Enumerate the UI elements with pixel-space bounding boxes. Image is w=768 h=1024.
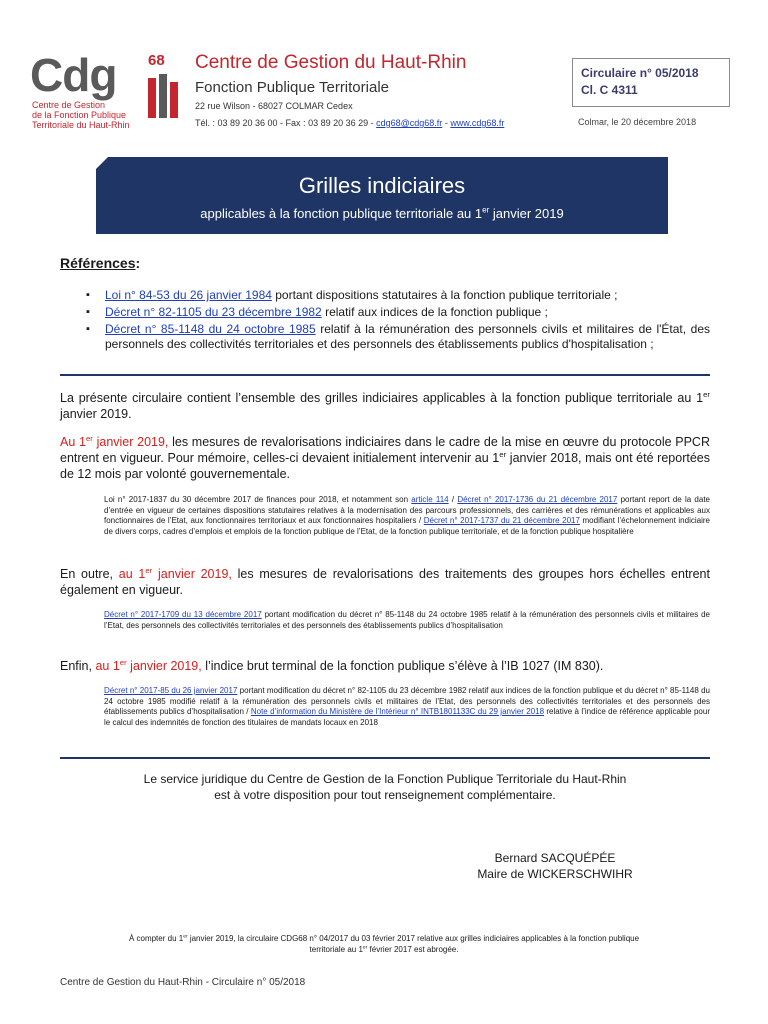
decret-2017-1709-link[interactable]: Décret n° 2017-1709 du 13 décembre 2017	[104, 610, 262, 619]
hors-echelles-legal-note: Décret n° 2017-1709 du 13 décembre 2017 portant modification du décret n° 85-1148 du 24 octobre 1985 relatif à la rémunération des personnels civils et militaires de l’Etat, des personnels des collectivités territoriales et des personnels des établissements publics d’hospitalisation	[104, 610, 710, 630]
circular-date: Colmar, le 20 décembre 2018	[578, 117, 697, 127]
divider	[60, 374, 710, 376]
title-banner	[96, 157, 668, 234]
ppcr-legal-note: Loi n° 2017-1837 du 30 décembre 2017 de finances pour 2018, et notamment son article 114 / Décret n° 2017-1736 du 21 décembre 2017 portant report de la date d’entrée en vigueur de certaines dispositions statutaires relatives à la modernisation des parcours professionnels, des carrières et des rémunérations et applicables aux fonctionnaires de l’Etat, aux fonctionnaires territoriaux et aux fonctionnaires hospitaliers / Décret n° 2017-1737 du 21 décembre 2017 modifiant l’échelonnement indiciaire de divers corps, cadres d’emplois et emplois de la fonction publique de l’Etat, de la fonction publique territoriale, et de la fonction publique hospitalière	[104, 495, 710, 536]
page-footer: Centre de Gestion du Haut-Rhin - Circulaire n° 05/2018	[60, 977, 306, 988]
ib-terminal-legal-note: Décret n° 2017-85 du 26 janvier 2017 portant modification du décret n° 82-1105 du 23 décembre 1982 relatif aux indices de la fonction publique et du décret n° 85-1148 du 24 octobre 1985 modifié relatif à la rémunération des personnels civils et militaires de l’Etat, des personnels des collectivités territoriales et des personnels des établissements publics d’hospitalisation / Note d’information du Ministère de l’Intérieur n° INTB1801133C du 29 janvier 2018 relative à l’indice de référence applicable pour le calcul des indemnités de fonction des titulaires de mandats locaux en 2018	[104, 686, 710, 727]
article-114-link[interactable]: article 114	[411, 495, 449, 504]
list-item: ▪ Décret n° 85-1148 du 24 octobre 1985 relatif à la rémunération des personnels civils et militaires de l'État, des personnels des collectivités territoriales et des personnels des établissements publics d'hospitalisation ;	[88, 322, 710, 352]
reference-link[interactable]: Décret n° 82-1105 du 23 décembre 1982	[105, 305, 322, 319]
logo-subtitle: Centre de Gestion de la Fonction Publique Territoriale du Haut-Rhin	[32, 100, 130, 130]
decret-2017-1737-link[interactable]: Décret n° 2017-1737 du 21 décembre 2017	[423, 516, 580, 525]
decret-2017-85-link[interactable]: Décret n° 2017-85 du 26 janvier 2017	[104, 686, 238, 695]
logo-number: 68	[148, 52, 165, 69]
ib-terminal-paragraph: Enfin, au 1er janvier 2019, l’indice brut terminal de la fonction publique s’élève à l’IB 1027 (IM 830).	[60, 657, 604, 673]
signatory-name: Bernard SACQUÉPÉE	[494, 851, 616, 865]
list-item: ▪ Décret n° 82-1105 du 23 décembre 1982 relatif aux indices de la fonction publique ;	[88, 305, 710, 320]
abrogation-note: À compter du 1er janvier 2019, la circulaire CDG68 n° 04/2017 du 03 février 2017 relative aux grilles indiciaires applicables à la fonction publique territoriale au 1er février 2017 est abrogée.	[128, 934, 640, 954]
circular-number: Circulaire n° 05/2018	[581, 66, 699, 80]
email-link[interactable]: cdg68@cdg68.fr	[376, 118, 443, 128]
intro-paragraph: La présente circulaire contient l’ensemble des grilles indiciaires applicables à la fonction publique territoriale au 1er janvier 2019.	[60, 389, 710, 421]
circular-reference-box	[572, 58, 730, 107]
reference-link[interactable]: Loi n° 84-53 du 26 janvier 1984	[105, 288, 272, 302]
signatory-title: Maire de WICKERSCHWIHR	[477, 867, 633, 881]
list-item: ▪ Loi n° 84-53 du 26 janvier 1984 portant dispositions statutaires à la fonction publique territoriale ;	[88, 288, 710, 303]
service-statement: Le service juridique du Centre de Gestion de la Fonction Publique Territoriale du Haut-Rhin est à votre disposition pour tout renseignement complémentaire.	[143, 772, 627, 802]
references-list	[88, 288, 710, 354]
organization-address: 22 rue Wilson - 68027 COLMAR Cedex	[195, 101, 353, 111]
logo-text: Cdg	[30, 49, 117, 101]
organization-contact: Tél. : 03 89 20 36 00 - Fax : 03 89 20 36 29 - cdg68@cdg68.fr - www.cdg68.fr	[195, 118, 505, 128]
signature-block	[470, 850, 640, 882]
cdg68-logo	[30, 49, 190, 134]
document-title: Grilles indiciaires	[298, 173, 466, 198]
website-link[interactable]: www.cdg68.fr	[450, 118, 505, 128]
hors-echelles-paragraph: En outre, au 1er janvier 2019, les mesures de revalorisations des traitements des groupes hors échelles entrent également en vigueur.	[60, 565, 710, 597]
decret-2017-1736-link[interactable]: Décret n° 2017-1736 du 21 décembre 2017	[457, 495, 618, 504]
reference-link[interactable]: Décret n° 85-1148 du 24 octobre 1985	[105, 322, 316, 336]
note-information-link[interactable]: Note d’information du Ministère de l’Intérieur n° INTB1801133C du 29 janvier 2018	[250, 707, 545, 716]
divider	[60, 757, 710, 759]
organization-subtitle: Fonction Publique Territoriale	[195, 79, 389, 96]
references-heading: Références:	[60, 255, 141, 271]
logo-emblem-icon	[144, 72, 184, 122]
circular-classification: Cl. C 4311	[581, 83, 638, 97]
organization-name: Centre de Gestion du Haut-Rhin	[195, 52, 467, 73]
document-subtitle: applicables à la fonction publique territoriale au 1er janvier 2019	[200, 205, 564, 221]
ppcr-paragraph: Au 1er janvier 2019, les mesures de revalorisations indiciaires dans le cadre de la mise en œuvre du protocole PPCR entrent en vigueur. Pour mémoire, celles-ci devaient initialement intervenir au 1er janvier 2018, mais ont été reportées de 12 mois par volonté gouvernementale.	[60, 433, 710, 481]
